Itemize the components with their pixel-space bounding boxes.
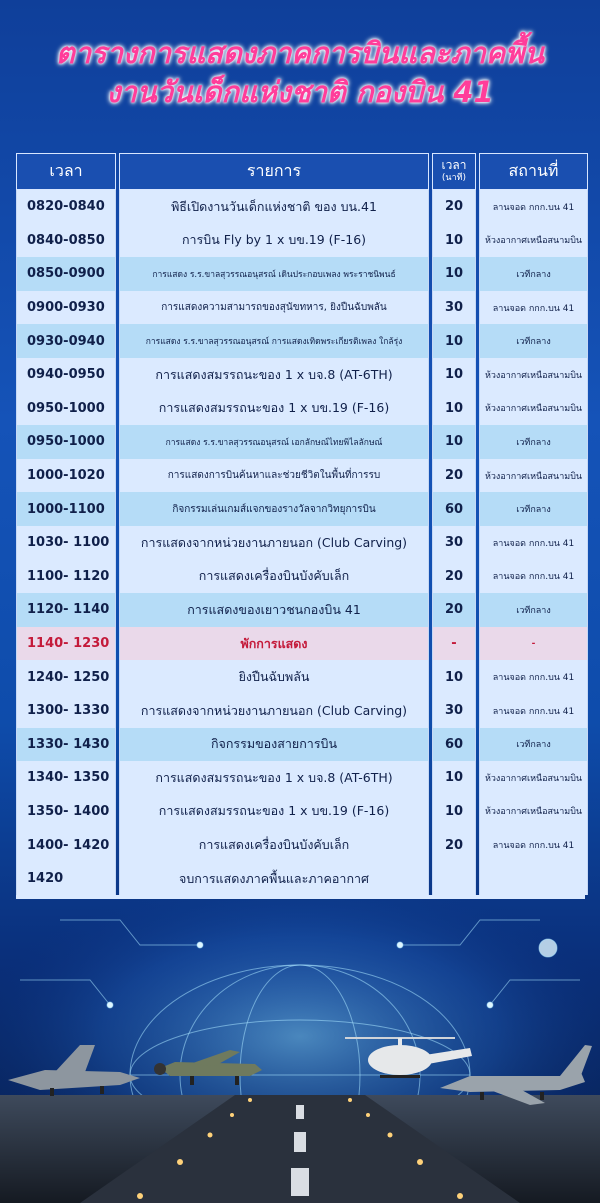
- poster-title: [0, 34, 600, 112]
- row-item: การแสดงของเยาวชนกองบิน 41: [119, 593, 429, 627]
- row-place: ลานจอด กกก.บน 41: [479, 291, 588, 325]
- row-item: การบิน Fly by 1 x บข.19 (F-16): [119, 224, 429, 258]
- row-duration: 10: [432, 224, 476, 258]
- row-item: การแสดงสมรรถนะของ 1 x บจ.8 (AT-6TH): [119, 358, 429, 392]
- row-time: 0940-0950: [16, 358, 116, 392]
- row-place: เวทีกลาง: [479, 425, 588, 459]
- schedule-row: [16, 492, 588, 526]
- row-time: 0950-1000: [16, 425, 116, 459]
- row-place: เวทีกลาง: [479, 492, 588, 526]
- row-time: 0850-0900: [16, 257, 116, 291]
- schedule-row: [16, 324, 588, 358]
- row-item: การแสดง ร.ร.ขาลสุวรรณอนุสรณ์ การแสดงเทิดพระเกียรติเพลง ใกล้รุ่ง: [119, 324, 429, 358]
- schedule-row: [16, 828, 588, 862]
- row-item: การแสดงสมรรถนะของ 1 x บจ.8 (AT-6TH): [119, 761, 429, 795]
- row-duration: 30: [432, 694, 476, 728]
- row-place: เวทีกลาง: [479, 593, 588, 627]
- row-duration: 10: [432, 761, 476, 795]
- row-duration: 20: [432, 560, 476, 594]
- row-place: ห้วงอากาศเหนือสนามบิน: [479, 392, 588, 426]
- schedule-row: [16, 190, 588, 224]
- schedule-row: [16, 728, 588, 762]
- row-place: เวทีกลาง: [479, 728, 588, 762]
- table-bottom-edge: [16, 895, 585, 899]
- schedule-row: [16, 291, 588, 325]
- schedule-row: [16, 526, 588, 560]
- schedule-row: [16, 593, 588, 627]
- title-line-1: ตารางการแสดงภาคการบินและภาคพื้น: [55, 36, 545, 70]
- row-item: การแสดงเครื่องบินบังคับเล็ก: [119, 560, 429, 594]
- schedule-row: [16, 224, 588, 258]
- row-item: การแสดงการบินค้นหาและช่วยชีวิตในพื้นที่การรบ: [119, 459, 429, 493]
- schedule-row: [16, 358, 588, 392]
- row-time: 1350- 1400: [16, 795, 116, 829]
- row-place: [479, 862, 588, 896]
- row-duration: 30: [432, 526, 476, 560]
- row-time: 1100- 1120: [16, 560, 116, 594]
- row-item: พักการแสดง: [119, 627, 429, 661]
- row-time: 0840-0850: [16, 224, 116, 258]
- row-duration: 10: [432, 358, 476, 392]
- header-duration-unit: (นาที): [441, 172, 467, 183]
- row-place: ห้วงอากาศเหนือสนามบิน: [479, 761, 588, 795]
- schedule-row: [16, 425, 588, 459]
- row-item: การแสดง ร.ร.ขาลสุวรรณอนุสรณ์ เอกลักษณ์ไทยพิไลลักษณ์: [119, 425, 429, 459]
- row-duration: 20: [432, 828, 476, 862]
- schedule-row: [16, 761, 588, 795]
- row-duration: 60: [432, 728, 476, 762]
- row-duration: 20: [432, 190, 476, 224]
- row-time: 1000-1100: [16, 492, 116, 526]
- schedule-row: [16, 795, 588, 829]
- row-place: ลานจอด กกก.บน 41: [479, 190, 588, 224]
- row-item: การแสดงสมรรถนะของ 1 x บข.19 (F-16): [119, 392, 429, 426]
- row-time: 1340- 1350: [16, 761, 116, 795]
- row-item: การแสดงสมรรถนะของ 1 x บข.19 (F-16): [119, 795, 429, 829]
- row-item: การแสดงจากหน่วยงานภายนอก (Club Carving): [119, 694, 429, 728]
- schedule-row: [16, 392, 588, 426]
- row-time: 1120- 1140: [16, 593, 116, 627]
- row-place: ลานจอด กกก.บน 41: [479, 694, 588, 728]
- row-time: 0820-0840: [16, 190, 116, 224]
- schedule-row: [16, 459, 588, 493]
- row-place: ห้วงอากาศเหนือสนามบิน: [479, 459, 588, 493]
- schedule-row: [16, 694, 588, 728]
- row-place: -: [479, 627, 588, 661]
- row-place: เวทีกลาง: [479, 324, 588, 358]
- schedule-table: [13, 153, 588, 899]
- row-time: 1140- 1230: [16, 627, 116, 661]
- row-time: 0900-0930: [16, 291, 116, 325]
- row-item: กิจกรรมเล่นเกมส์แจกของรางวัลจากวิทยุการบิน: [119, 492, 429, 526]
- runway: [0, 1095, 600, 1203]
- row-time: 0930-0940: [16, 324, 116, 358]
- row-time: 1330- 1430: [16, 728, 116, 762]
- row-item: การแสดงเครื่องบินบังคับเล็ก: [119, 828, 429, 862]
- row-item: การแสดง ร.ร.ขาลสุวรรณอนุสรณ์ เดินประกอบเพลง พระราชนิพนธ์: [119, 257, 429, 291]
- row-item: การแสดงความสามารถของสุนัขทหาร, ยิงปืนฉับพลัน: [119, 291, 429, 325]
- schedule-row: [16, 560, 588, 594]
- row-place: ลานจอด กกก.บน 41: [479, 560, 588, 594]
- row-duration: 20: [432, 593, 476, 627]
- row-duration: 10: [432, 795, 476, 829]
- row-duration: 20: [432, 459, 476, 493]
- title-line-2: งานวันเด็กแห่งชาติ กองบิน 41: [106, 75, 494, 109]
- schedule-row: [16, 660, 588, 694]
- header-duration: [432, 153, 476, 190]
- row-duration: 10: [432, 660, 476, 694]
- row-time: 0950-1000: [16, 392, 116, 426]
- row-item: การแสดงจากหน่วยงานภายนอก (Club Carving): [119, 526, 429, 560]
- schedule-row: [16, 257, 588, 291]
- row-duration: 30: [432, 291, 476, 325]
- row-duration: 10: [432, 392, 476, 426]
- row-place: ลานจอด กกก.บน 41: [479, 660, 588, 694]
- row-place: ห้วงอากาศเหนือสนามบิน: [479, 224, 588, 258]
- row-duration: [432, 862, 476, 896]
- row-place: ห้วงอากาศเหนือสนามบิน: [479, 358, 588, 392]
- header-duration-label: เวลา: [441, 157, 467, 172]
- row-time: 1300- 1330: [16, 694, 116, 728]
- header-item: รายการ: [119, 153, 429, 190]
- header-place: สถานที่: [479, 153, 588, 190]
- row-place: ห้วงอากาศเหนือสนามบิน: [479, 795, 588, 829]
- row-time: 1030- 1100: [16, 526, 116, 560]
- airfield-scene: [0, 900, 600, 1203]
- row-place: เวทีกลาง: [479, 257, 588, 291]
- row-duration: 60: [432, 492, 476, 526]
- schedule-row: [16, 627, 588, 661]
- row-time: 1240- 1250: [16, 660, 116, 694]
- row-place: ลานจอด กกก.บน 41: [479, 526, 588, 560]
- row-time: 1420: [16, 862, 116, 896]
- row-time: 1000-1020: [16, 459, 116, 493]
- header-time: เวลา: [16, 153, 116, 190]
- row-duration: 10: [432, 324, 476, 358]
- table-header-row: [16, 153, 588, 190]
- row-duration: 10: [432, 425, 476, 459]
- schedule-row: [16, 862, 588, 896]
- row-item: กิจกรรมของสายการบิน: [119, 728, 429, 762]
- row-item: ยิงปืนฉับพลัน: [119, 660, 429, 694]
- row-item: จบการแสดงภาคพื้นและภาคอากาศ: [119, 862, 429, 896]
- row-item: พิธีเปิดงานวันเด็กแห่งชาติ ของ บน.41: [119, 190, 429, 224]
- row-place: ลานจอด กกก.บน 41: [479, 828, 588, 862]
- row-time: 1400- 1420: [16, 828, 116, 862]
- row-duration: 10: [432, 257, 476, 291]
- row-duration: -: [432, 627, 476, 661]
